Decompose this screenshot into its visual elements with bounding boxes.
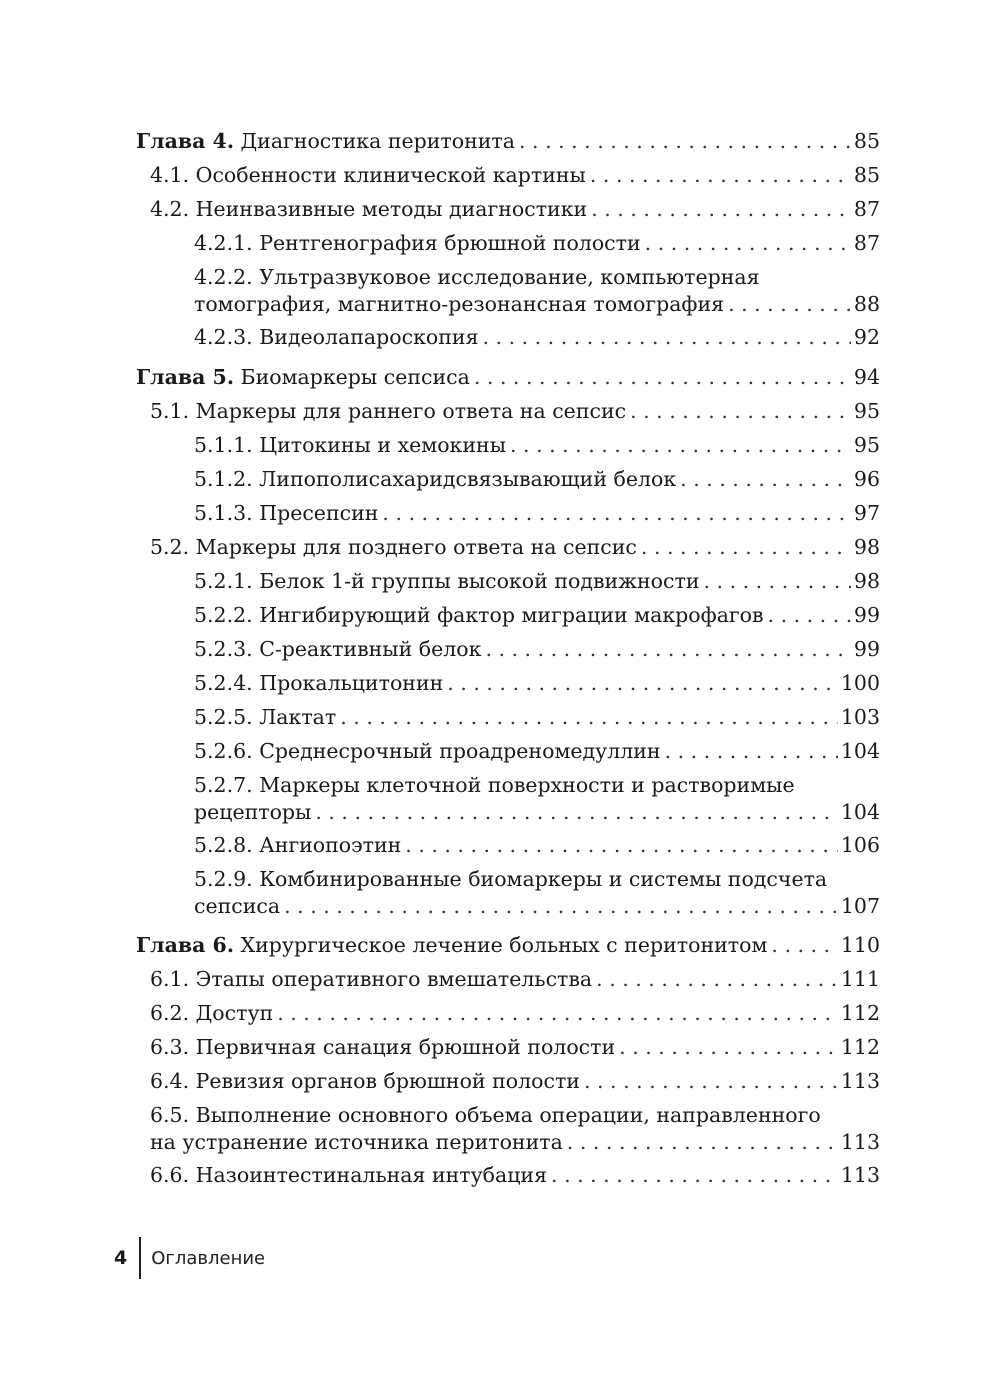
page-number: 111 bbox=[840, 967, 880, 991]
footer-page-number: 4 bbox=[114, 1247, 128, 1269]
toc-entry-6-1[interactable] bbox=[136, 959, 880, 993]
toc-entry-5-2[interactable] bbox=[136, 527, 880, 561]
entry-last-line bbox=[194, 799, 880, 826]
dot-leader bbox=[277, 1000, 838, 1027]
toc-entry-6-2[interactable] bbox=[136, 993, 880, 1027]
entry-title: 6.3. Первичная санация брюшной полости bbox=[150, 1035, 616, 1059]
chapter-title: Диагностика перитонита bbox=[240, 129, 515, 153]
footer-section-title: Оглавление bbox=[151, 1247, 266, 1269]
chapter-prefix: Глава 4. bbox=[136, 129, 234, 153]
toc-entry-5-2-7[interactable] bbox=[136, 772, 880, 825]
entry-title-line1: 5.2.7. Маркеры клеточной поверхности и растворимые bbox=[194, 773, 795, 797]
toc-entry-5-1[interactable] bbox=[136, 391, 880, 425]
page-number: 113 bbox=[840, 1069, 880, 1093]
entry-title: 5.1. Маркеры для раннего ответа на сепсис bbox=[150, 399, 627, 423]
entry-title: 6.4. Ревизия органов брюшной полости bbox=[150, 1069, 580, 1093]
toc-entry-5-2-9[interactable] bbox=[136, 866, 880, 919]
toc-entry-5-1-1[interactable] bbox=[136, 425, 880, 459]
entry-title: 5.1.3. Пресепсин bbox=[194, 501, 379, 525]
entry-title: 5.1.1. Цитокины и хемокины bbox=[194, 433, 507, 457]
chapter-prefix: Глава 5. bbox=[136, 365, 234, 389]
page-number: 104 bbox=[840, 800, 880, 824]
toc-chapter-6[interactable] bbox=[136, 925, 880, 959]
toc-entry-5-2-6[interactable] bbox=[136, 731, 880, 765]
page-number: 95 bbox=[853, 433, 880, 457]
page-number: 112 bbox=[840, 1035, 880, 1059]
dot-leader bbox=[584, 1068, 838, 1095]
page-number: 104 bbox=[840, 739, 880, 763]
entry-title: 5.2.5. Лактат bbox=[194, 705, 337, 729]
dot-leader bbox=[519, 128, 851, 155]
page-number: 92 bbox=[853, 325, 880, 349]
entry-title: 5.2. Маркеры для позднего ответа на сепсис bbox=[150, 535, 637, 559]
page-number: 106 bbox=[840, 833, 880, 857]
toc-entry-4-2-3[interactable] bbox=[136, 317, 880, 351]
page-number: 87 bbox=[853, 197, 880, 221]
chapter-prefix: Глава 6. bbox=[136, 933, 234, 957]
dot-leader bbox=[382, 500, 850, 527]
toc-entry-5-2-1[interactable] bbox=[136, 561, 880, 595]
toc-entry-4-1[interactable] bbox=[136, 155, 880, 189]
toc-entry-6-5[interactable] bbox=[136, 1102, 880, 1155]
entry-title-line1: 5.2.9. Комбинированные биомаркеры и системы подсчета bbox=[194, 867, 828, 891]
toc-entry-4-2-1[interactable] bbox=[136, 223, 880, 257]
entry-title: 5.2.1. Белок 1-й группы высокой подвижности bbox=[194, 569, 700, 593]
dot-leader bbox=[596, 966, 838, 993]
dot-leader bbox=[590, 162, 851, 189]
page-number: 95 bbox=[853, 399, 880, 423]
entry-title: 4.2.3. Видеолапароскопия bbox=[194, 325, 479, 349]
dot-leader bbox=[405, 832, 838, 859]
table-of-contents bbox=[136, 121, 880, 1189]
page-number: 85 bbox=[853, 129, 880, 153]
entry-title: 4.1. Особенности клинической картины bbox=[150, 163, 586, 187]
entry-title: 6.1. Этапы оперативного вмешательства bbox=[150, 967, 593, 991]
entry-title: 5.2.3. С-реактивный белок bbox=[194, 637, 482, 661]
toc-entry-5-1-2[interactable] bbox=[136, 459, 880, 493]
page-number: 103 bbox=[840, 705, 880, 729]
entry-title: 5.2.8. Ангиопоэтин bbox=[194, 833, 402, 857]
entry-title: 4.2.1. Рентгенография брюшной полости bbox=[194, 231, 641, 255]
entry-title: 5.1.2. Липополисахаридсвязывающий белок bbox=[194, 467, 677, 491]
dot-leader bbox=[483, 324, 851, 351]
dot-leader bbox=[645, 230, 851, 257]
toc-entry-4-2[interactable] bbox=[136, 189, 880, 223]
toc-entry-5-1-3[interactable] bbox=[136, 493, 880, 527]
entry-title: 5.2.2. Ингибирующий фактор миграции макрофагов bbox=[194, 603, 764, 627]
toc-entry-6-4[interactable] bbox=[136, 1061, 880, 1095]
toc-entry-4-2-2[interactable] bbox=[136, 264, 880, 317]
dot-leader bbox=[340, 704, 838, 731]
entry-title-line1: 4.2.2. Ультразвуковое исследование, компьютерная bbox=[194, 265, 760, 289]
dot-leader bbox=[284, 893, 838, 920]
page-number: 87 bbox=[853, 231, 880, 255]
dot-leader bbox=[567, 1129, 838, 1156]
entry-last-line bbox=[150, 1129, 880, 1156]
page-number: 96 bbox=[853, 467, 880, 491]
entry-last-line bbox=[194, 893, 880, 920]
dot-leader bbox=[728, 291, 851, 318]
chapter-title: Хирургическое лечение больных с перитонитом bbox=[240, 933, 768, 957]
dot-leader bbox=[447, 670, 838, 697]
page-number: 113 bbox=[840, 1130, 880, 1154]
dot-leader bbox=[630, 398, 851, 425]
page-number: 99 bbox=[853, 637, 880, 661]
dot-leader bbox=[551, 1162, 838, 1189]
entry-title: 5.2.4. Прокальцитонин bbox=[194, 671, 444, 695]
dot-leader bbox=[315, 799, 838, 826]
page-number: 113 bbox=[840, 1163, 880, 1187]
toc-entry-6-3[interactable] bbox=[136, 1027, 880, 1061]
dot-leader bbox=[474, 364, 851, 391]
page-number: 107 bbox=[840, 894, 880, 918]
dot-leader bbox=[641, 534, 851, 561]
dot-leader bbox=[665, 738, 838, 765]
entry-title-line2: томография, магнитно-резонансная томография bbox=[194, 292, 725, 316]
page-number: 100 bbox=[840, 671, 880, 695]
entry-title-line2: рецепторы bbox=[194, 800, 312, 824]
page-number: 112 bbox=[840, 1001, 880, 1025]
toc-entry-5-2-8[interactable] bbox=[136, 825, 880, 859]
dot-leader bbox=[619, 1034, 838, 1061]
entry-title-line1: 6.5. Выполнение основного объема операции, направленного bbox=[150, 1103, 821, 1127]
entry-title-line2: сепсиса bbox=[194, 894, 281, 918]
toc-entry-5-2-2[interactable] bbox=[136, 595, 880, 629]
toc-chapter-5[interactable] bbox=[136, 357, 880, 391]
page-number: 98 bbox=[853, 569, 880, 593]
dot-leader bbox=[704, 568, 851, 595]
entry-title-line2: на устранение источника перитонита bbox=[150, 1130, 563, 1154]
toc-entry-5-2-3[interactable] bbox=[136, 629, 880, 663]
page-footer bbox=[114, 1238, 265, 1278]
page-number: 99 bbox=[853, 603, 880, 627]
toc-entry-6-6[interactable] bbox=[136, 1155, 880, 1189]
entry-title: 6.2. Доступ bbox=[150, 1001, 274, 1025]
dot-leader bbox=[510, 432, 851, 459]
page-number: 85 bbox=[853, 163, 880, 187]
toc-entry-5-2-5[interactable] bbox=[136, 697, 880, 731]
entry-title: 5.2.6. Среднесрочный проадреномедуллин bbox=[194, 739, 661, 763]
page-number: 97 bbox=[853, 501, 880, 525]
dot-leader bbox=[771, 932, 837, 959]
toc-chapter-4[interactable] bbox=[136, 121, 880, 155]
dot-leader bbox=[591, 196, 851, 223]
dot-leader bbox=[680, 466, 851, 493]
page-number: 94 bbox=[853, 365, 880, 389]
dot-leader bbox=[768, 602, 851, 629]
toc-entry-5-2-4[interactable] bbox=[136, 663, 880, 697]
entry-title: 4.2. Неинвазивные методы диагностики bbox=[150, 197, 588, 221]
entry-last-line bbox=[194, 291, 880, 318]
chapter-title: Биомаркеры сепсиса bbox=[240, 365, 470, 389]
page-number: 110 bbox=[840, 933, 880, 957]
page-number: 88 bbox=[853, 292, 880, 316]
entry-title: 6.6. Назоинтестинальная интубация bbox=[150, 1163, 548, 1187]
page-number: 98 bbox=[853, 535, 880, 559]
dot-leader bbox=[485, 636, 850, 663]
